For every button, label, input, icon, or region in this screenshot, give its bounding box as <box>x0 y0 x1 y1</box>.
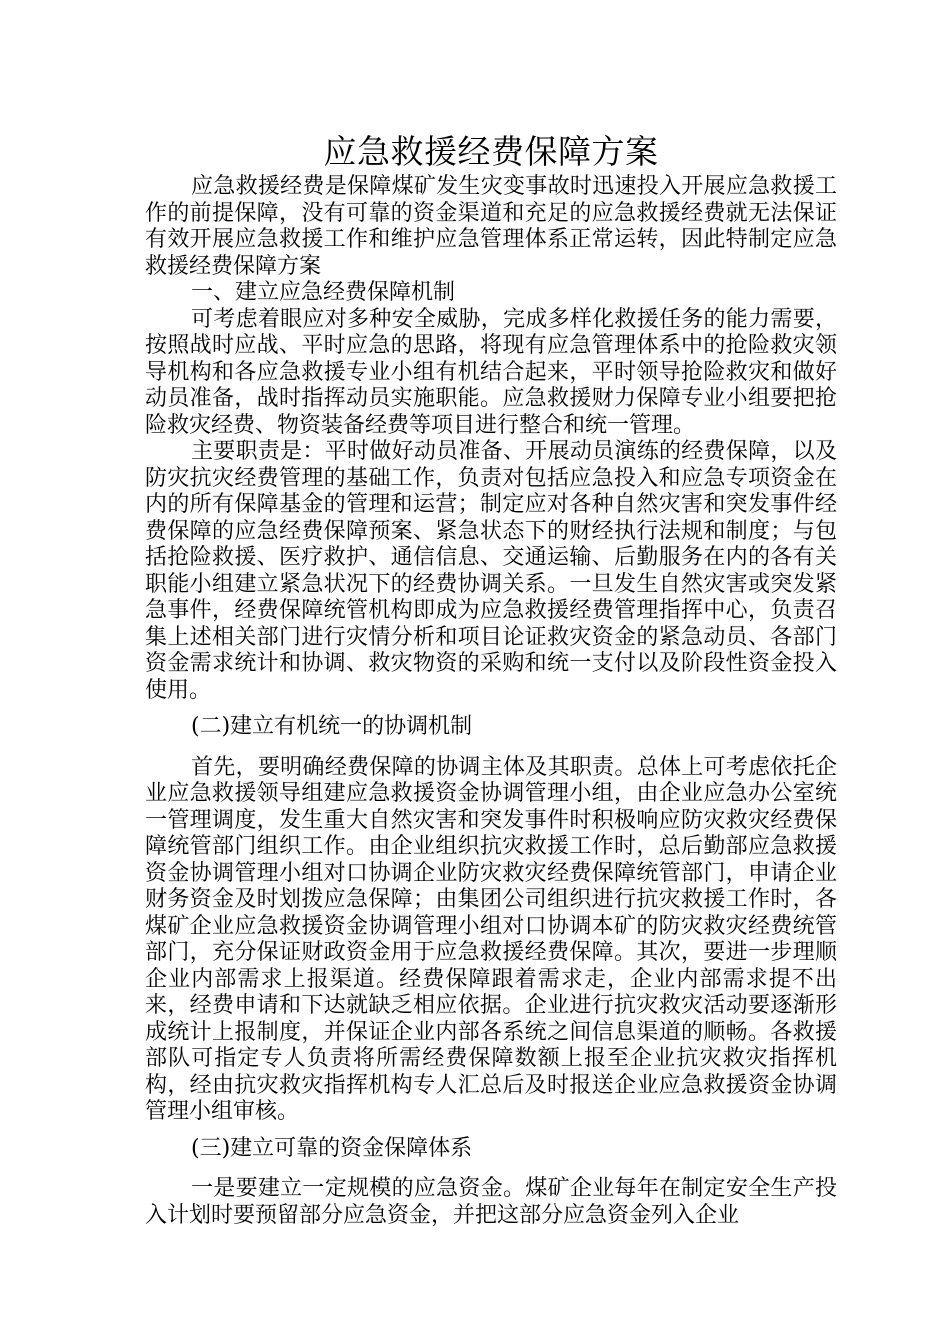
section-1-paragraph-1: 可考虑着眼应对多种安全威胁，完成多样化救援任务的能力需要，按照战时应战、平时应急的思路，将现有应急管理体系中的抢险救灾领导机构和各应急救援专业小组有机结合起来，平时领导抢险救灾和做好动员准备，战时指挥动员实施职能。应急救援财力保障专业小组要把抢险救灾经费、物资装备经费等项目进行整合和统一管理。 <box>145 306 837 438</box>
section-1-paragraph-2: 主要职责是：平时做好动员准备、开展动员演练的经费保障，以及防灾抗灾经费管理的基础工作，负责对包括应急投入和应急专项资金在内的所有保障基金的管理和运营；制定应对各种自然灾害和突发事件经费保障的应急经费保障预案、紧急状态下的财经执行法规和制度；与包括抢险救援、医疗救护、通信信息、交通运输、后勤服务在内的各有关职能小组建立紧急状况下的经费协调关系。一旦发生自然灾害或突发紧急事件，经费保障统管机构即成为应急救援经费管理指挥中心，负责召集上述相关部门进行灾情分析和项目论证救灾资金的紧急动员、各部门资金需求统计和协调、救灾物资的采购和统一支付以及阶段性资金投入使用。 <box>145 439 837 703</box>
section-1-heading: 一、建立应急经费保障机制 <box>191 280 456 305</box>
section-3-paragraph: 一是要建立一定规模的应急资金。煤矿企业每年在制定安全生产投入计划时要预留部分应急资金，并把这部分应急资金列入企业 <box>145 1176 837 1228</box>
section-3-heading: (三)建立可靠的资金保障体系 <box>191 1135 473 1161</box>
section-2-heading: (二)建立有机统一的协调机制 <box>191 714 473 739</box>
document-title: 应急救援经费保障方案 <box>323 132 659 171</box>
intro-paragraph: 应急救援经费是保障煤矿发生灾变事故时迅速投入开展应急救援工作的前提保障，没有可靠的资金渠道和充足的应急救援经费就无法保证有效开展应急救援工作和维护应急管理体系正常运转，因此特制定应急救援经费保障方案 <box>145 174 837 279</box>
document-page <box>145 130 837 1229</box>
section-2-paragraph: 首先，要明确经费保障的协调主体及其职责。总体上可考虑依托企业应急救援领导组建应急救援资金协调管理小组，由企业应急办公室统一管理调度，发生重大自然灾害和突发事件时积极响应防灾救灾经费保障统管部门组织工作。由企业组织抗灾救援工作时，总后勤部应急救援资金协调管理小组对口协调企业防灾救灾经费保障统管部门，申请企业财务资金及时划拨应急保障；由集团公司组织进行抗灾救援工作时，各煤矿企业应急救援资金协调管理小组对口协调本矿的防灾救灾经费统管部门，充分保证财政资金用于应急救援经费保障。其次，要进一步理顺企业内部需求上报渠道。经费保障跟着需求走，企业内部需求提不出来，经费申请和下达就缺乏相应依据。企业进行抗灾救灾活动要逐渐形成统计上报制度，并保证企业内部各系统之间信息渠道的顺畅。各救援部队可指定专人负责将所需经费保障数额上报至企业抗灾救灾指挥机构，经由抗灾救灾指挥机构专人汇总后及时报送企业应急救援资金协调管理小组审核。 <box>145 754 837 1124</box>
